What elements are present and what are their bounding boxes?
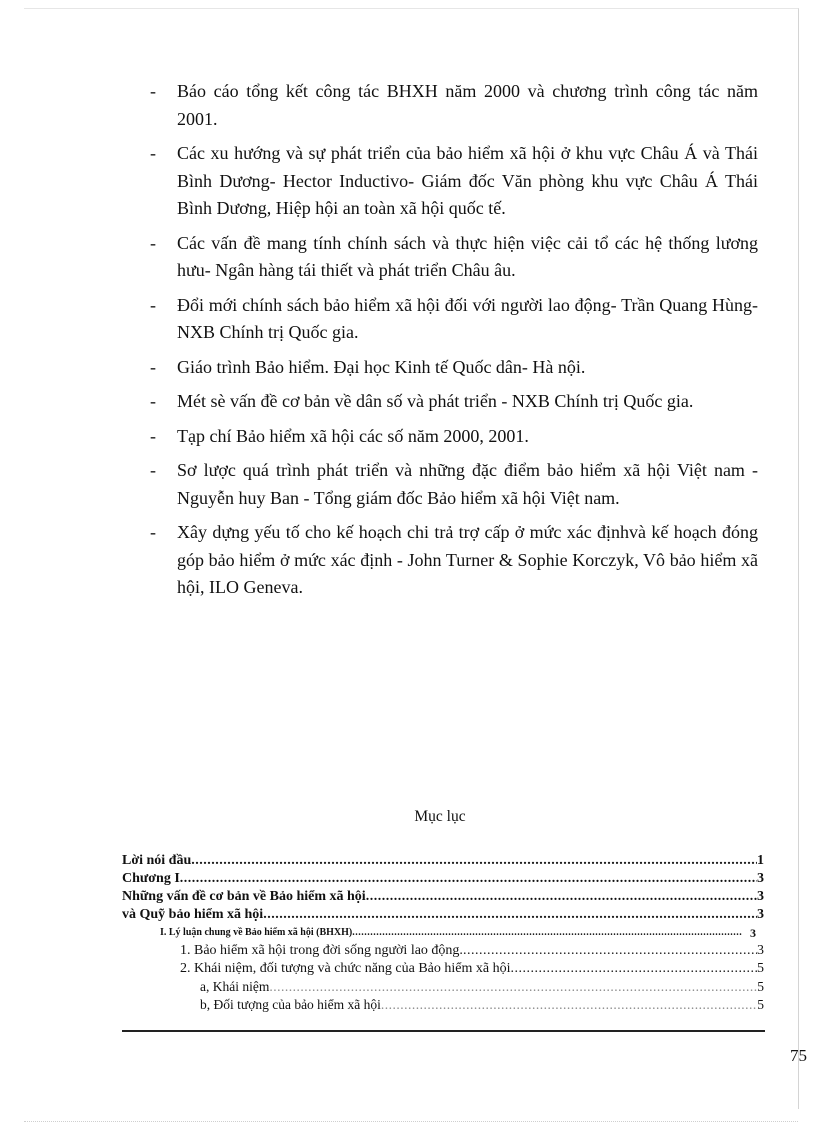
toc-entry-page: 3	[757, 889, 764, 904]
reference-item	[150, 354, 758, 382]
toc-entry[interactable]	[122, 996, 764, 1014]
reference-item	[150, 457, 758, 512]
reference-item	[150, 519, 758, 602]
toc-entry-page: 3	[757, 943, 764, 958]
bullet-dash: -	[150, 81, 156, 101]
reference-list	[150, 78, 758, 609]
reference-item	[150, 140, 758, 223]
reference-item	[150, 388, 758, 416]
toc-leader	[511, 960, 758, 978]
toc-title: Mục lục	[414, 808, 466, 825]
bullet-dash: -	[150, 460, 156, 480]
toc-entry-text: a, Khái niệm	[200, 979, 270, 994]
toc-entry-text: b, Đối tượng của bảo hiểm xã hội	[200, 997, 381, 1012]
reference-text: Sơ lược quá trình phát triển và những đặc điểm bảo hiểm xã hội Việt nam - Nguyễn huy Ban - Tổng giám đốc Bảo hiểm xã hội Việt nam.	[177, 460, 758, 508]
toc-entry-text: Những vấn đề cơ bản về Bảo hiểm xã hội	[122, 889, 366, 904]
toc-entry[interactable]	[122, 942, 764, 960]
reference-item	[150, 292, 758, 347]
toc-leader	[381, 996, 757, 1014]
toc-entry-text: Chương I	[122, 871, 180, 886]
bullet-dash: -	[150, 356, 156, 377]
toc-entry-page: 1	[757, 853, 764, 868]
reference-item	[150, 423, 758, 451]
bullet-dash: -	[150, 143, 156, 163]
toc-leader	[263, 906, 757, 924]
reference-text: Báo cáo tổng kết công tác BHXH năm 2000 và chương trình công tác năm 2001.	[177, 81, 758, 129]
toc-leader	[269, 978, 757, 996]
toc-entry[interactable]	[122, 924, 764, 942]
toc-leader	[366, 888, 757, 906]
reference-item	[150, 230, 758, 285]
reference-text: Giáo trình Bảo hiểm. Đại học Kinh tế Quốc dân- Hà nội.	[177, 356, 586, 377]
page-bottom-edge	[24, 1121, 798, 1122]
toc-entry[interactable]	[122, 852, 764, 870]
toc-entry-page: 3	[757, 871, 764, 886]
reference-text: Các xu hướng và sự phát triển của bảo hiểm xã hội ở khu vực Châu Á và Thái Bình Dương- Hector Inductivo- Giám đốc Văn phòng khu vực Châu Á Thái Bình Dương, Hiệp hội an toàn xã hội quốc tế.	[177, 143, 758, 218]
toc-entry-page: 5	[757, 997, 764, 1012]
reference-text: Tạp chí Bảo hiểm xã hội các số năm 2000, 2001.	[177, 425, 529, 446]
bullet-dash: -	[150, 294, 156, 315]
toc-entry-text: 1. Bảo hiểm xã hội trong đời sống người lao động.	[180, 943, 463, 958]
reference-text: Xây dựng yếu tố cho kế hoạch chi trả trợ cấp ở mức xác địnhvà kế hoạch đóng góp bảo hiểm ở mức xác định - John Turner & Sophie Korczyk, Vô bảo hiểm xã hội, ILO Geneva.	[177, 522, 758, 597]
toc-leader	[180, 870, 757, 888]
toc-entry-text: I. Lý luận chung về Bảo hiểm xã hội (BHXH)	[160, 927, 353, 938]
bullet-dash: -	[150, 425, 156, 446]
bullet-dash: -	[150, 232, 156, 253]
bullet-dash: -	[150, 522, 156, 542]
page-number: 75	[790, 1046, 807, 1065]
toc-entry[interactable]	[122, 870, 764, 888]
toc-entry-page: 3	[750, 926, 756, 940]
toc-entry[interactable]	[122, 978, 764, 996]
reference-text: Các vấn đề mang tính chính sách và thực hiện việc cải tổ các hệ thống lương hưu- Ngân hàng tái thiết và phát triển Châu âu.	[177, 232, 758, 280]
toc-bottom-rule	[122, 1030, 765, 1032]
reference-text: Đổi mới chính sách bảo hiểm xã hội đối với người lao động- Trần Quang Hùng- NXB Chính trị Quốc gia.	[177, 294, 758, 342]
bullet-dash: -	[150, 391, 156, 411]
reference-text: Mét sè vấn đề cơ bản về dân số và phát triển - NXB Chính trị Quốc gia.	[177, 391, 694, 411]
toc-entry-page: 5	[757, 961, 764, 976]
toc-entry[interactable]	[122, 906, 764, 924]
toc-leader	[191, 852, 757, 870]
toc-leader	[463, 942, 757, 960]
toc-leader	[352, 924, 742, 942]
reference-item	[150, 78, 758, 133]
toc-entry[interactable]	[122, 960, 764, 978]
toc-entry-page: 5	[757, 979, 764, 994]
toc-entry-text: Lời nói đầu	[122, 853, 192, 868]
toc-entry-text: và Quỹ bảo hiểm xã hội	[122, 907, 264, 922]
toc-entry[interactable]	[122, 888, 764, 906]
toc-entry-page: 3	[757, 907, 764, 922]
toc-entry-text: 2. Khái niệm, đối tượng và chức năng của Bảo hiểm xã hội	[180, 961, 511, 976]
table-of-contents	[122, 852, 764, 1014]
